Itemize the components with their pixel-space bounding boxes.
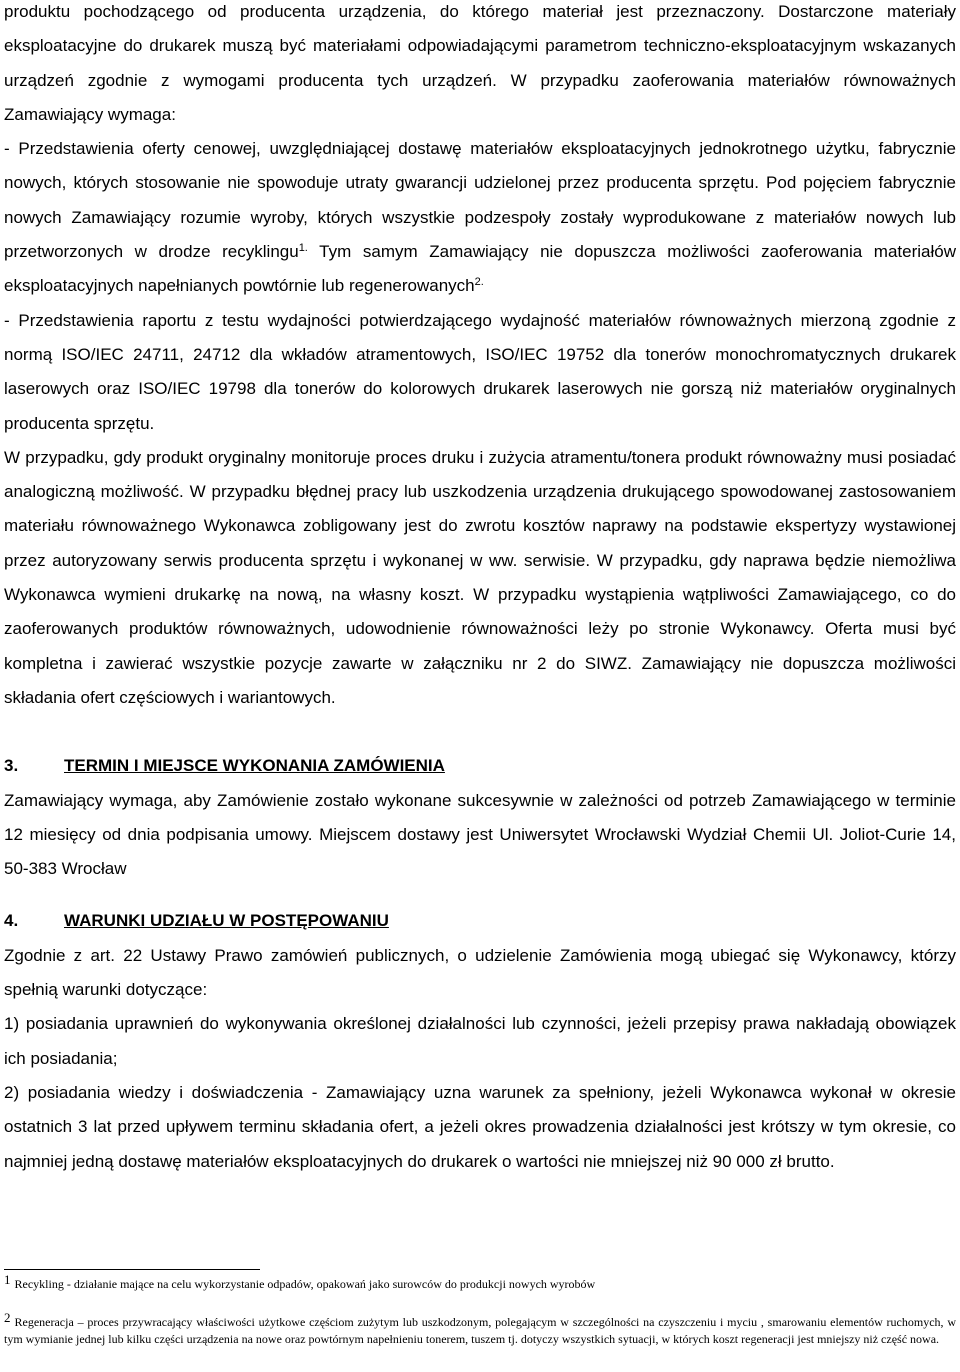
section-4-item-2: 2) posiadania wiedzy i doświadczenia - Zamawiający uzna warunek za spełniony, jeżeli Wykonawca wykonał w okresie ostatnich 3 lat przed upływem terminu składania ofert, a jeżeli okres prowadzenia działalności jest krótszy w tym okresie, co najmniej jedną dostawę materiałów eksploatacyjnych do drukarek o wartości nie mniejszej niż 90 000 zł brutto. xyxy=(4,1082,956,1171)
footnote-2-text: Regeneracja – proces przywracający właściwości użytkowe częściom zużytym lub uszkodzonym, polegającym w szczególności na czyszczeniu i myciu , smarowaniu elementów ruchomych, w tym wymianie jednej lub kilku części urządzenia na nowe oraz powtórnym napełnieniu tonerem, tuszem tj. dotyczy wszystkich sytuacji, w których koszt regeneracji jest mniejszy niż część nowa. xyxy=(4,1315,956,1346)
footnote-ref-2: 2. xyxy=(474,276,484,289)
paragraph-new-materials-text: - Przedstawienia oferty cenowej, uwzględniającej dostawę materiałów eksploatacyjnych jednokrotnego użytku, fabrycznie nowych, których stosowanie nie spowoduje utraty gwarancji udzielonej przez producenta sprzętu. Pod pojęciem fabrycznie nowych Zamawiający rozumie wyroby, których wszystkie podzespoły zostały wyprodukowane z materiałów nowych lub przetworzonych w drodze recyklingu xyxy=(4,139,956,262)
section-3-number: 3. xyxy=(4,756,19,776)
paragraph-new-materials-cont: Tym samym Zamawiający nie dopuszcza możliwości zaoferowania materiałów eksploatacyjnych napełnianych powtórnie lub regenerowanych xyxy=(4,242,956,296)
paragraph-requirements: produktu pochodzącego od producenta urządzenia, do którego materiał jest przeznaczony. Dostarczone materiały eksploatacyjne do drukarek muszą być materiałami odpowiadającymi parametrom techniczno-eksploatacyjnym wskazanych urządzeń zgodnie z wymogami producenta tych urządzeń. W przypadku zaoferowania materiałów równoważnych Zamawiający wymaga: xyxy=(4,2,956,124)
section-3-heading xyxy=(4,749,956,783)
paragraph-new-materials xyxy=(4,132,956,303)
footnote-separator xyxy=(4,1269,260,1270)
footnote-1-text: Recykling - działanie mające na celu wykorzystanie odpadów, opakowań jako surowców do produkcji nowych wyrobów xyxy=(14,1277,596,1291)
footnote-ref-1: 1. xyxy=(298,242,308,255)
footnote-1 xyxy=(4,1272,956,1293)
document-page xyxy=(4,0,956,1372)
section-4-heading xyxy=(4,904,956,938)
paragraph-test-report: - Przedstawienia raportu z testu wydajności potwierdzającego wydajność materiałów równoważnych mierzoną zgodnie z normą ISO/IEC 24711, 24712 dla wkładów atramentowych, ISO/IEC 19752 dla tonerów monochromatycznych drukarek laserowych oraz ISO/IEC 19798 dla tonerów do kolorowych drukarek laserowych nie gorszą niż materiałów oryginalnych producenta sprzętu. xyxy=(4,310,956,433)
section-4-intro: Zgodnie z art. 22 Ustawy Prawo zamówień publicznych, o udzielenie Zamówienia mogą ubiegać się Wykonawcy, którzy spełnią warunki dotyczące: xyxy=(4,945,956,1000)
footnote-2-mark: 2 xyxy=(4,1310,11,1325)
footnote-1-mark: 1 xyxy=(4,1272,11,1287)
section-4-number: 4. xyxy=(4,911,19,931)
footnote-2 xyxy=(4,1310,956,1348)
section-4-title: WARUNKI UDZIAŁU W POSTĘPOWANIU xyxy=(64,911,389,931)
section-4-item-1: 1) posiadania uprawnień do wykonywania określonej działalności lub czynności, jeżeli przepisy prawa nakładają obowiązek ich posiadania; xyxy=(4,1014,956,1068)
paragraph-equivalent-products: W przypadku, gdy produkt oryginalny monitoruje proces druku i zużycia atramentu/tonera produkt równoważny musi posiadać analogiczną możliwość. W przypadku błędnej pracy lub uszkodzenia urządzenia drukującego spowodowanej zastosowaniem materiału równoważnego Wykonawca zobligowany jest do zwrotu kosztów naprawy na podstawie ekspertyzy wystawionej przez autoryzowany serwis producenta sprzętu i wykonanej w ww. serwisie. W przypadku, gdy naprawa będzie niemożliwa Wykonawca wymieni drukarkę na nową, na własny koszt. W przypadku wystąpienia wątpliwości Zamawiającego, co do zaoferowanych produktów równoważnych, udowodnienie równoważności leży po stronie Wykonawcy. Oferta musi być kompletna i zawierać wszystkie pozycje zawarte w załączniku nr 2 do SIWZ. Zamawiający nie dopuszcza możliwości składania ofert częściowych i wariantowych. xyxy=(4,447,956,707)
section-3-body: Zamawiający wymaga, aby Zamówienie zostało wykonane sukcesywnie w zależności od potrzeb Zamawiającego w terminie 12 miesięcy od dnia podpisania umowy. Miejscem dostawy jest Uniwersytet Wrocławski Wydział Chemii Ul. Joliot-Curie 14, 50-383 Wrocław xyxy=(4,790,956,879)
section-3-title: TERMIN I MIEJSCE WYKONANIA ZAMÓWIENIA xyxy=(64,756,445,776)
